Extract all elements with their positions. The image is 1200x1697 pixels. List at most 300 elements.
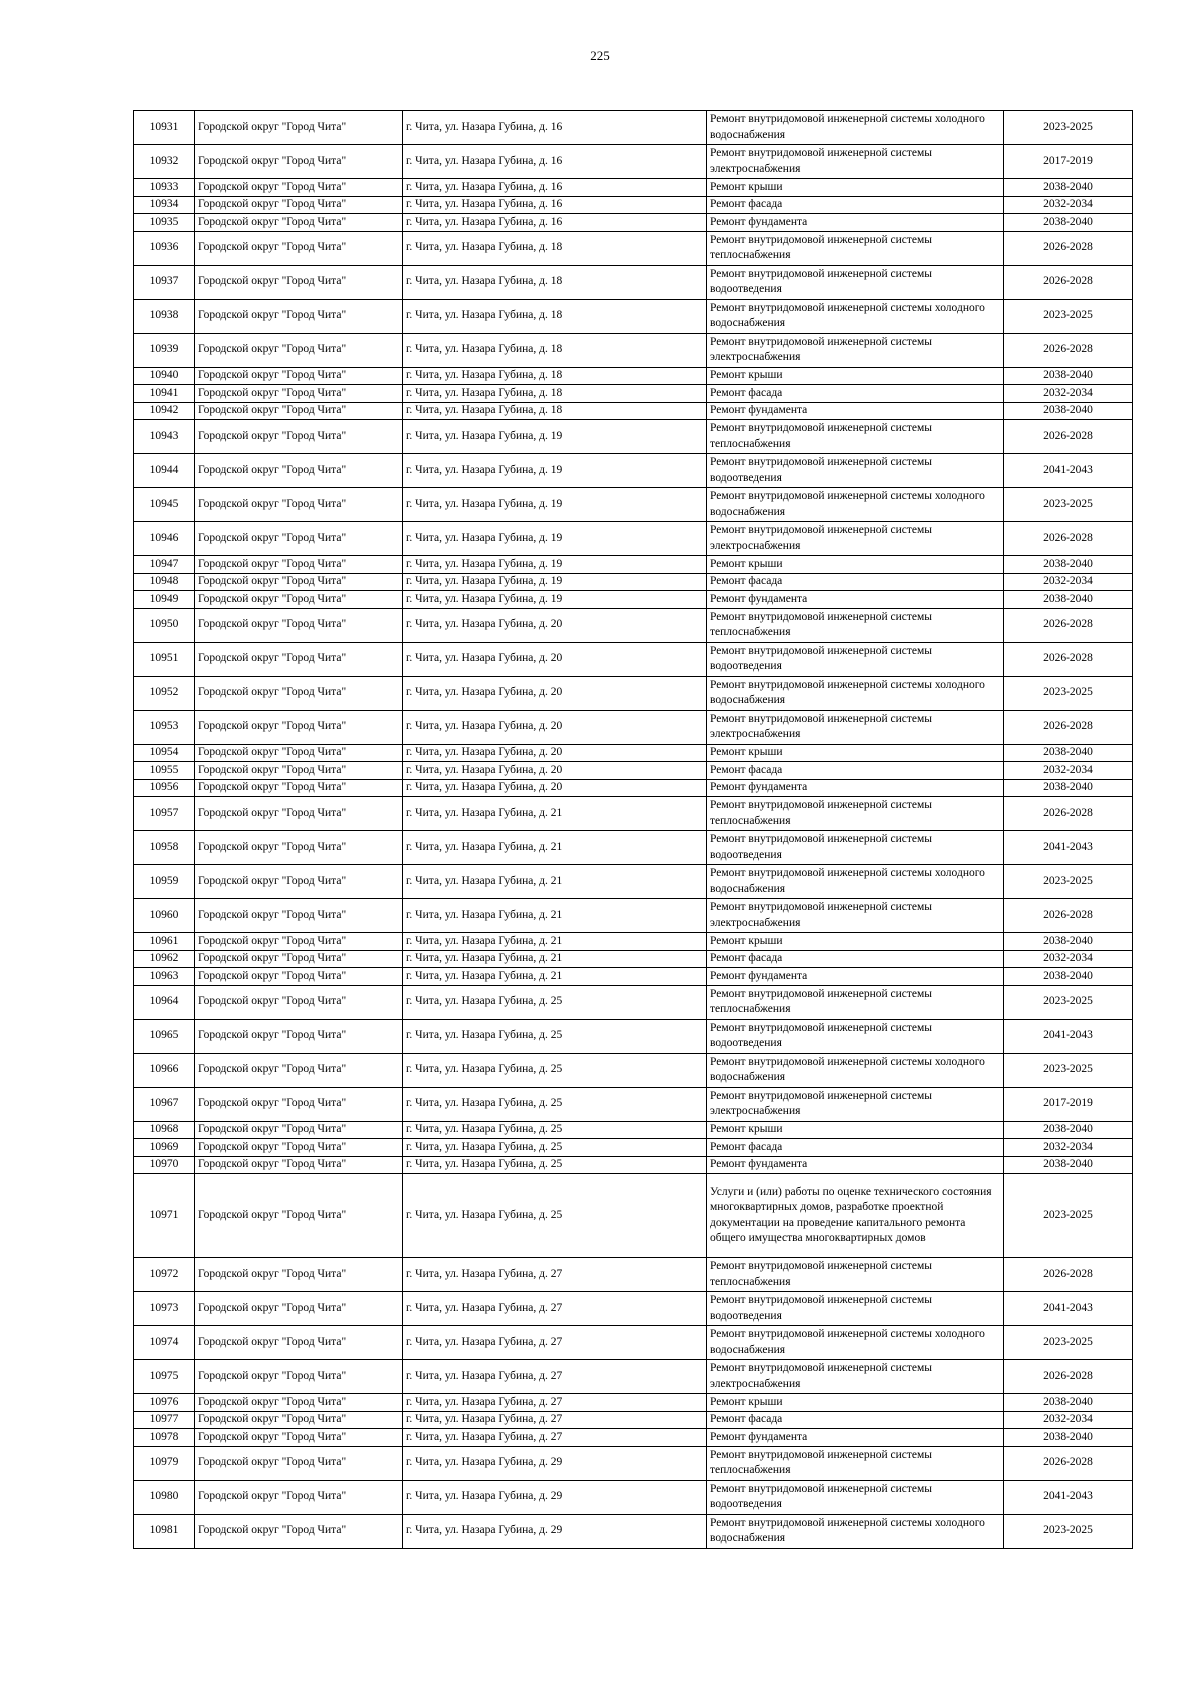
municipality-cell: Городской округ "Город Чита" — [195, 608, 403, 642]
row-number-cell: 10974 — [134, 1326, 195, 1360]
table-row — [134, 556, 1133, 574]
address-cell: г. Чита, ул. Назара Губина, д. 29 — [403, 1514, 707, 1548]
municipality-cell: Городской округ "Город Чита" — [195, 1446, 403, 1480]
municipality-cell: Городской округ "Город Чита" — [195, 1139, 403, 1157]
address-cell: г. Чита, ул. Назара Губина, д. 27 — [403, 1429, 707, 1447]
work-type-cell: Ремонт внутридомовой инженерной системы холодного водоснабжения — [707, 1053, 1004, 1087]
period-cell: 2038-2040 — [1004, 591, 1133, 609]
table-row — [134, 1139, 1133, 1157]
table-row — [134, 1121, 1133, 1139]
table-row — [134, 899, 1133, 933]
row-number-cell: 10961 — [134, 933, 195, 951]
work-type-cell: Ремонт внутридомовой инженерной системы теплоснабжения — [707, 420, 1004, 454]
table-row — [134, 1019, 1133, 1053]
row-number-cell: 10971 — [134, 1174, 195, 1258]
address-cell: г. Чита, ул. Назара Губина, д. 20 — [403, 744, 707, 762]
work-type-cell: Ремонт крыши — [707, 933, 1004, 951]
table-row — [134, 1514, 1133, 1548]
work-type-cell: Ремонт внутридомовой инженерной системы холодного водоснабжения — [707, 299, 1004, 333]
row-number-cell: 10959 — [134, 865, 195, 899]
period-cell: 2041-2043 — [1004, 831, 1133, 865]
period-cell: 2023-2025 — [1004, 299, 1133, 333]
period-cell: 2032-2034 — [1004, 385, 1133, 403]
address-cell: г. Чита, ул. Назара Губина, д. 18 — [403, 385, 707, 403]
address-cell: г. Чита, ул. Назара Губина, д. 21 — [403, 933, 707, 951]
municipality-cell: Городской округ "Город Чита" — [195, 420, 403, 454]
municipality-cell: Городской округ "Город Чита" — [195, 299, 403, 333]
row-number-cell: 10936 — [134, 231, 195, 265]
period-cell: 2041-2043 — [1004, 1480, 1133, 1514]
work-type-cell: Ремонт фундамента — [707, 591, 1004, 609]
address-cell: г. Чита, ул. Назара Губина, д. 27 — [403, 1360, 707, 1394]
municipality-cell: Городской округ "Город Чита" — [195, 145, 403, 179]
period-cell: 2023-2025 — [1004, 111, 1133, 145]
address-cell: г. Чита, ул. Назара Губина, д. 16 — [403, 111, 707, 145]
work-type-cell: Ремонт внутридомовой инженерной системы водоотведения — [707, 265, 1004, 299]
municipality-cell: Городской округ "Город Чита" — [195, 454, 403, 488]
municipality-cell: Городской округ "Город Чита" — [195, 710, 403, 744]
work-type-cell: Услуги и (или) работы по оценке технического состояния многоквартирных домов, разработке проектной документации на проведение капитального ремонта общего имущества многоквартирных домов — [707, 1174, 1004, 1258]
period-cell: 2032-2034 — [1004, 573, 1133, 591]
work-type-cell: Ремонт внутридомовой инженерной системы водоотведения — [707, 1019, 1004, 1053]
row-number-cell: 10981 — [134, 1514, 195, 1548]
row-number-cell: 10967 — [134, 1087, 195, 1121]
period-cell: 2023-2025 — [1004, 1174, 1133, 1258]
row-number-cell: 10933 — [134, 179, 195, 197]
work-type-cell: Ремонт внутридомовой инженерной системы электроснабжения — [707, 522, 1004, 556]
table-row — [134, 111, 1133, 145]
period-cell: 2032-2034 — [1004, 950, 1133, 968]
period-cell: 2017-2019 — [1004, 145, 1133, 179]
address-cell: г. Чита, ул. Назара Губина, д. 21 — [403, 865, 707, 899]
municipality-cell: Городской округ "Город Чита" — [195, 196, 403, 214]
row-number-cell: 10939 — [134, 333, 195, 367]
work-type-cell: Ремонт внутридомовой инженерной системы электроснабжения — [707, 333, 1004, 367]
address-cell: г. Чита, ул. Назара Губина, д. 19 — [403, 488, 707, 522]
work-type-cell: Ремонт внутридомовой инженерной системы водоотведения — [707, 454, 1004, 488]
period-cell: 2023-2025 — [1004, 1514, 1133, 1548]
municipality-cell: Городской округ "Город Чита" — [195, 968, 403, 986]
work-type-cell: Ремонт внутридомовой инженерной системы электроснабжения — [707, 145, 1004, 179]
period-cell: 2032-2034 — [1004, 196, 1133, 214]
work-type-cell: Ремонт крыши — [707, 367, 1004, 385]
row-number-cell: 10957 — [134, 797, 195, 831]
work-type-cell: Ремонт внутридомовой инженерной системы теплоснабжения — [707, 1258, 1004, 1292]
row-number-cell: 10932 — [134, 145, 195, 179]
period-cell: 2026-2028 — [1004, 522, 1133, 556]
table-row — [134, 950, 1133, 968]
address-cell: г. Чита, ул. Назара Губина, д. 20 — [403, 608, 707, 642]
period-cell: 2038-2040 — [1004, 367, 1133, 385]
address-cell: г. Чита, ул. Назара Губина, д. 20 — [403, 710, 707, 744]
address-cell: г. Чита, ул. Назара Губина, д. 27 — [403, 1292, 707, 1326]
table-row — [134, 522, 1133, 556]
municipality-cell: Городской округ "Город Чита" — [195, 985, 403, 1019]
row-number-cell: 10975 — [134, 1360, 195, 1394]
period-cell: 2038-2040 — [1004, 744, 1133, 762]
row-number-cell: 10972 — [134, 1258, 195, 1292]
address-cell: г. Чита, ул. Назара Губина, д. 29 — [403, 1480, 707, 1514]
period-cell: 2026-2028 — [1004, 1360, 1133, 1394]
table-row — [134, 1258, 1133, 1292]
address-cell: г. Чита, ул. Назара Губина, д. 16 — [403, 196, 707, 214]
address-cell: г. Чита, ул. Назара Губина, д. 20 — [403, 642, 707, 676]
row-number-cell: 10963 — [134, 968, 195, 986]
table-row — [134, 591, 1133, 609]
row-number-cell: 10978 — [134, 1429, 195, 1447]
period-cell: 2026-2028 — [1004, 333, 1133, 367]
municipality-cell: Городской округ "Город Чита" — [195, 231, 403, 265]
table-row — [134, 1360, 1133, 1394]
work-type-cell: Ремонт фасада — [707, 385, 1004, 403]
municipality-cell: Городской округ "Город Чита" — [195, 573, 403, 591]
period-cell: 2041-2043 — [1004, 1019, 1133, 1053]
period-cell: 2032-2034 — [1004, 762, 1133, 780]
table-row — [134, 1053, 1133, 1087]
period-cell: 2026-2028 — [1004, 797, 1133, 831]
work-type-cell: Ремонт внутридомовой инженерной системы холодного водоснабжения — [707, 1514, 1004, 1548]
work-type-cell: Ремонт фасада — [707, 196, 1004, 214]
work-type-cell: Ремонт внутридомовой инженерной системы холодного водоснабжения — [707, 111, 1004, 145]
row-number-cell: 10979 — [134, 1446, 195, 1480]
period-cell: 2023-2025 — [1004, 488, 1133, 522]
address-cell: г. Чита, ул. Назара Губина, д. 25 — [403, 1139, 707, 1157]
table-row — [134, 367, 1133, 385]
table-row — [134, 454, 1133, 488]
work-type-cell: Ремонт фундамента — [707, 1429, 1004, 1447]
municipality-cell: Городской округ "Город Чита" — [195, 950, 403, 968]
table-row — [134, 744, 1133, 762]
work-type-cell: Ремонт крыши — [707, 556, 1004, 574]
municipality-cell: Городской округ "Город Чита" — [195, 1258, 403, 1292]
period-cell: 2038-2040 — [1004, 214, 1133, 232]
row-number-cell: 10941 — [134, 385, 195, 403]
work-type-cell: Ремонт внутридомовой инженерной системы теплоснабжения — [707, 985, 1004, 1019]
municipality-cell: Городской округ "Город Чита" — [195, 1087, 403, 1121]
municipality-cell: Городской округ "Город Чита" — [195, 488, 403, 522]
address-cell: г. Чита, ул. Назара Губина, д. 18 — [403, 299, 707, 333]
address-cell: г. Чита, ул. Назара Губина, д. 27 — [403, 1394, 707, 1412]
municipality-cell: Городской округ "Город Чита" — [195, 1326, 403, 1360]
table-row — [134, 1429, 1133, 1447]
work-type-cell: Ремонт фундамента — [707, 214, 1004, 232]
period-cell: 2026-2028 — [1004, 608, 1133, 642]
address-cell: г. Чита, ул. Назара Губина, д. 19 — [403, 420, 707, 454]
address-cell: г. Чита, ул. Назара Губина, д. 21 — [403, 950, 707, 968]
work-type-cell: Ремонт внутридомовой инженерной системы теплоснабжения — [707, 608, 1004, 642]
period-cell: 2038-2040 — [1004, 556, 1133, 574]
period-cell: 2026-2028 — [1004, 1258, 1133, 1292]
period-cell: 2026-2028 — [1004, 1446, 1133, 1480]
address-cell: г. Чита, ул. Назара Губина, д. 27 — [403, 1411, 707, 1429]
table-row — [134, 1446, 1133, 1480]
row-number-cell: 10955 — [134, 762, 195, 780]
period-cell: 2026-2028 — [1004, 710, 1133, 744]
period-cell: 2023-2025 — [1004, 985, 1133, 1019]
table-row — [134, 933, 1133, 951]
table-row — [134, 1411, 1133, 1429]
period-cell: 2026-2028 — [1004, 231, 1133, 265]
address-cell: г. Чита, ул. Назара Губина, д. 18 — [403, 231, 707, 265]
address-cell: г. Чита, ул. Назара Губина, д. 25 — [403, 985, 707, 1019]
municipality-cell: Городской округ "Город Чита" — [195, 367, 403, 385]
period-cell: 2041-2043 — [1004, 1292, 1133, 1326]
period-cell: 2026-2028 — [1004, 899, 1133, 933]
period-cell: 2026-2028 — [1004, 642, 1133, 676]
table-row — [134, 299, 1133, 333]
table-row — [134, 1292, 1133, 1326]
row-number-cell: 10977 — [134, 1411, 195, 1429]
address-cell: г. Чита, ул. Назара Губина, д. 19 — [403, 522, 707, 556]
municipality-cell: Городской округ "Город Чита" — [195, 865, 403, 899]
table-row — [134, 196, 1133, 214]
row-number-cell: 10934 — [134, 196, 195, 214]
row-number-cell: 10970 — [134, 1156, 195, 1174]
table-row — [134, 968, 1133, 986]
period-cell: 2026-2028 — [1004, 265, 1133, 299]
municipality-cell: Городской округ "Город Чита" — [195, 333, 403, 367]
address-cell: г. Чита, ул. Назара Губина, д. 16 — [403, 179, 707, 197]
municipality-cell: Городской округ "Город Чита" — [195, 797, 403, 831]
work-type-cell: Ремонт крыши — [707, 1394, 1004, 1412]
table-row — [134, 762, 1133, 780]
work-type-cell: Ремонт внутридомовой инженерной системы водоотведения — [707, 1480, 1004, 1514]
table-row — [134, 145, 1133, 179]
municipality-cell: Городской округ "Город Чита" — [195, 1360, 403, 1394]
municipality-cell: Городской округ "Город Чита" — [195, 265, 403, 299]
period-cell: 2017-2019 — [1004, 1087, 1133, 1121]
row-number-cell: 10944 — [134, 454, 195, 488]
municipality-cell: Городской округ "Город Чита" — [195, 1053, 403, 1087]
period-cell: 2038-2040 — [1004, 1429, 1133, 1447]
work-type-cell: Ремонт внутридомовой инженерной системы теплоснабжения — [707, 797, 1004, 831]
row-number-cell: 10969 — [134, 1139, 195, 1157]
municipality-cell: Городской округ "Город Чита" — [195, 762, 403, 780]
address-cell: г. Чита, ул. Назара Губина, д. 25 — [403, 1121, 707, 1139]
table-row — [134, 779, 1133, 797]
municipality-cell: Городской округ "Город Чита" — [195, 1394, 403, 1412]
table-row — [134, 214, 1133, 232]
address-cell: г. Чита, ул. Назара Губина, д. 19 — [403, 556, 707, 574]
work-type-cell: Ремонт внутридомовой инженерной системы электроснабжения — [707, 899, 1004, 933]
table-row — [134, 1087, 1133, 1121]
table-row — [134, 488, 1133, 522]
row-number-cell: 10945 — [134, 488, 195, 522]
table-row — [134, 1480, 1133, 1514]
address-cell: г. Чита, ул. Назара Губина, д. 21 — [403, 797, 707, 831]
table-row — [134, 642, 1133, 676]
page-number: 225 — [590, 48, 610, 63]
row-number-cell: 10931 — [134, 111, 195, 145]
municipality-cell: Городской округ "Город Чита" — [195, 214, 403, 232]
address-cell: г. Чита, ул. Назара Губина, д. 29 — [403, 1446, 707, 1480]
address-cell: г. Чита, ул. Назара Губина, д. 19 — [403, 454, 707, 488]
table-row — [134, 1174, 1133, 1258]
municipality-cell: Городской округ "Город Чита" — [195, 591, 403, 609]
address-cell: г. Чита, ул. Назара Губина, д. 20 — [403, 779, 707, 797]
period-cell: 2038-2040 — [1004, 1394, 1133, 1412]
row-number-cell: 10937 — [134, 265, 195, 299]
work-type-cell: Ремонт крыши — [707, 744, 1004, 762]
period-cell: 2038-2040 — [1004, 1156, 1133, 1174]
address-cell: г. Чита, ул. Назара Губина, д. 20 — [403, 676, 707, 710]
municipality-cell: Городской округ "Город Чита" — [195, 831, 403, 865]
period-cell: 2023-2025 — [1004, 1326, 1133, 1360]
work-type-cell: Ремонт фундамента — [707, 779, 1004, 797]
work-type-cell: Ремонт фасада — [707, 950, 1004, 968]
row-number-cell: 10951 — [134, 642, 195, 676]
work-type-cell: Ремонт внутридомовой инженерной системы холодного водоснабжения — [707, 1326, 1004, 1360]
period-cell: 2038-2040 — [1004, 933, 1133, 951]
period-cell: 2038-2040 — [1004, 179, 1133, 197]
row-number-cell: 10947 — [134, 556, 195, 574]
row-number-cell: 10948 — [134, 573, 195, 591]
address-cell: г. Чита, ул. Назара Губина, д. 25 — [403, 1174, 707, 1258]
work-type-cell: Ремонт внутридомовой инженерной системы водоотведения — [707, 1292, 1004, 1326]
row-number-cell: 10940 — [134, 367, 195, 385]
row-number-cell: 10958 — [134, 831, 195, 865]
table-row — [134, 385, 1133, 403]
table-row — [134, 865, 1133, 899]
row-number-cell: 10966 — [134, 1053, 195, 1087]
municipality-cell: Городской округ "Город Чита" — [195, 385, 403, 403]
municipality-cell: Городской округ "Город Чита" — [195, 779, 403, 797]
table-row — [134, 1326, 1133, 1360]
municipality-cell: Городской округ "Город Чита" — [195, 1411, 403, 1429]
table-row — [134, 265, 1133, 299]
address-cell: г. Чита, ул. Назара Губина, д. 27 — [403, 1258, 707, 1292]
address-cell: г. Чита, ул. Назара Губина, д. 18 — [403, 265, 707, 299]
municipality-cell: Городской округ "Город Чита" — [195, 744, 403, 762]
row-number-cell: 10946 — [134, 522, 195, 556]
address-cell: г. Чита, ул. Назара Губина, д. 16 — [403, 145, 707, 179]
row-number-cell: 10962 — [134, 950, 195, 968]
row-number-cell: 10964 — [134, 985, 195, 1019]
municipality-cell: Городской округ "Город Чита" — [195, 1292, 403, 1326]
work-type-cell: Ремонт внутридомовой инженерной системы водоотведения — [707, 642, 1004, 676]
row-number-cell: 10956 — [134, 779, 195, 797]
address-cell: г. Чита, ул. Назара Губина, д. 20 — [403, 762, 707, 780]
row-number-cell: 10960 — [134, 899, 195, 933]
work-type-cell: Ремонт внутридомовой инженерной системы холодного водоснабжения — [707, 865, 1004, 899]
row-number-cell: 10952 — [134, 676, 195, 710]
period-cell: 2023-2025 — [1004, 865, 1133, 899]
municipality-cell: Городской округ "Город Чита" — [195, 676, 403, 710]
period-cell: 2032-2034 — [1004, 1139, 1133, 1157]
table-row — [134, 179, 1133, 197]
row-number-cell: 10938 — [134, 299, 195, 333]
municipality-cell: Городской округ "Город Чита" — [195, 642, 403, 676]
address-cell: г. Чита, ул. Назара Губина, д. 25 — [403, 1156, 707, 1174]
work-type-cell: Ремонт фасада — [707, 573, 1004, 591]
work-type-cell: Ремонт внутридомовой инженерной системы электроснабжения — [707, 1360, 1004, 1394]
row-number-cell: 10954 — [134, 744, 195, 762]
municipality-cell: Городской округ "Город Чита" — [195, 522, 403, 556]
capital-repair-table — [133, 110, 1133, 1549]
period-cell: 2038-2040 — [1004, 402, 1133, 420]
work-type-cell: Ремонт внутридомовой инженерной системы электроснабжения — [707, 710, 1004, 744]
row-number-cell: 10965 — [134, 1019, 195, 1053]
address-cell: г. Чита, ул. Назара Губина, д. 27 — [403, 1326, 707, 1360]
row-number-cell: 10949 — [134, 591, 195, 609]
table-row — [134, 420, 1133, 454]
municipality-cell: Городской округ "Город Чита" — [195, 1429, 403, 1447]
table-row — [134, 402, 1133, 420]
row-number-cell: 10935 — [134, 214, 195, 232]
municipality-cell: Городской округ "Город Чита" — [195, 1514, 403, 1548]
table-row — [134, 710, 1133, 744]
table-row — [134, 797, 1133, 831]
address-cell: г. Чита, ул. Назара Губина, д. 16 — [403, 214, 707, 232]
address-cell: г. Чита, ул. Назара Губина, д. 19 — [403, 573, 707, 591]
work-type-cell: Ремонт фасада — [707, 1139, 1004, 1157]
period-cell: 2023-2025 — [1004, 676, 1133, 710]
address-cell: г. Чита, ул. Назара Губина, д. 25 — [403, 1053, 707, 1087]
table-row — [134, 676, 1133, 710]
address-cell: г. Чита, ул. Назара Губина, д. 25 — [403, 1019, 707, 1053]
work-type-cell: Ремонт фундамента — [707, 1156, 1004, 1174]
period-cell: 2041-2043 — [1004, 454, 1133, 488]
municipality-cell: Городской округ "Город Чита" — [195, 556, 403, 574]
municipality-cell: Городской округ "Город Чита" — [195, 111, 403, 145]
address-cell: г. Чита, ул. Назара Губина, д. 18 — [403, 367, 707, 385]
address-cell: г. Чита, ул. Назара Губина, д. 25 — [403, 1087, 707, 1121]
work-type-cell: Ремонт внутридомовой инженерной системы холодного водоснабжения — [707, 488, 1004, 522]
work-type-cell: Ремонт крыши — [707, 179, 1004, 197]
work-type-cell: Ремонт внутридомовой инженерной системы электроснабжения — [707, 1087, 1004, 1121]
municipality-cell: Городской округ "Город Чита" — [195, 933, 403, 951]
municipality-cell: Городской округ "Город Чита" — [195, 1019, 403, 1053]
municipality-cell: Городской округ "Город Чита" — [195, 1156, 403, 1174]
period-cell: 2038-2040 — [1004, 968, 1133, 986]
table-row — [134, 1156, 1133, 1174]
work-type-cell: Ремонт внутридомовой инженерной системы водоотведения — [707, 831, 1004, 865]
row-number-cell: 10980 — [134, 1480, 195, 1514]
work-type-cell: Ремонт фундамента — [707, 968, 1004, 986]
municipality-cell: Городской округ "Город Чита" — [195, 1480, 403, 1514]
municipality-cell: Городской округ "Город Чита" — [195, 899, 403, 933]
table-row — [134, 1394, 1133, 1412]
address-cell: г. Чита, ул. Назара Губина, д. 21 — [403, 831, 707, 865]
period-cell: 2038-2040 — [1004, 1121, 1133, 1139]
address-cell: г. Чита, ул. Назара Губина, д. 19 — [403, 591, 707, 609]
row-number-cell: 10942 — [134, 402, 195, 420]
work-type-cell: Ремонт внутридомовой инженерной системы теплоснабжения — [707, 231, 1004, 265]
work-type-cell: Ремонт крыши — [707, 1121, 1004, 1139]
table-row — [134, 573, 1133, 591]
table-row — [134, 985, 1133, 1019]
table-row — [134, 831, 1133, 865]
address-cell: г. Чита, ул. Назара Губина, д. 18 — [403, 333, 707, 367]
period-cell: 2038-2040 — [1004, 779, 1133, 797]
municipality-cell: Городской округ "Город Чита" — [195, 1121, 403, 1139]
municipality-cell: Городской округ "Город Чита" — [195, 1174, 403, 1258]
row-number-cell: 10943 — [134, 420, 195, 454]
table-row — [134, 608, 1133, 642]
period-cell: 2026-2028 — [1004, 420, 1133, 454]
period-cell: 2023-2025 — [1004, 1053, 1133, 1087]
row-number-cell: 10953 — [134, 710, 195, 744]
address-cell: г. Чита, ул. Назара Губина, д. 21 — [403, 968, 707, 986]
work-type-cell: Ремонт фасада — [707, 762, 1004, 780]
work-type-cell: Ремонт внутридомовой инженерной системы холодного водоснабжения — [707, 676, 1004, 710]
municipality-cell: Городской округ "Город Чита" — [195, 402, 403, 420]
work-type-cell: Ремонт фасада — [707, 1411, 1004, 1429]
address-cell: г. Чита, ул. Назара Губина, д. 18 — [403, 402, 707, 420]
work-type-cell: Ремонт внутридомовой инженерной системы теплоснабжения — [707, 1446, 1004, 1480]
row-number-cell: 10973 — [134, 1292, 195, 1326]
address-cell: г. Чита, ул. Назара Губина, д. 21 — [403, 899, 707, 933]
